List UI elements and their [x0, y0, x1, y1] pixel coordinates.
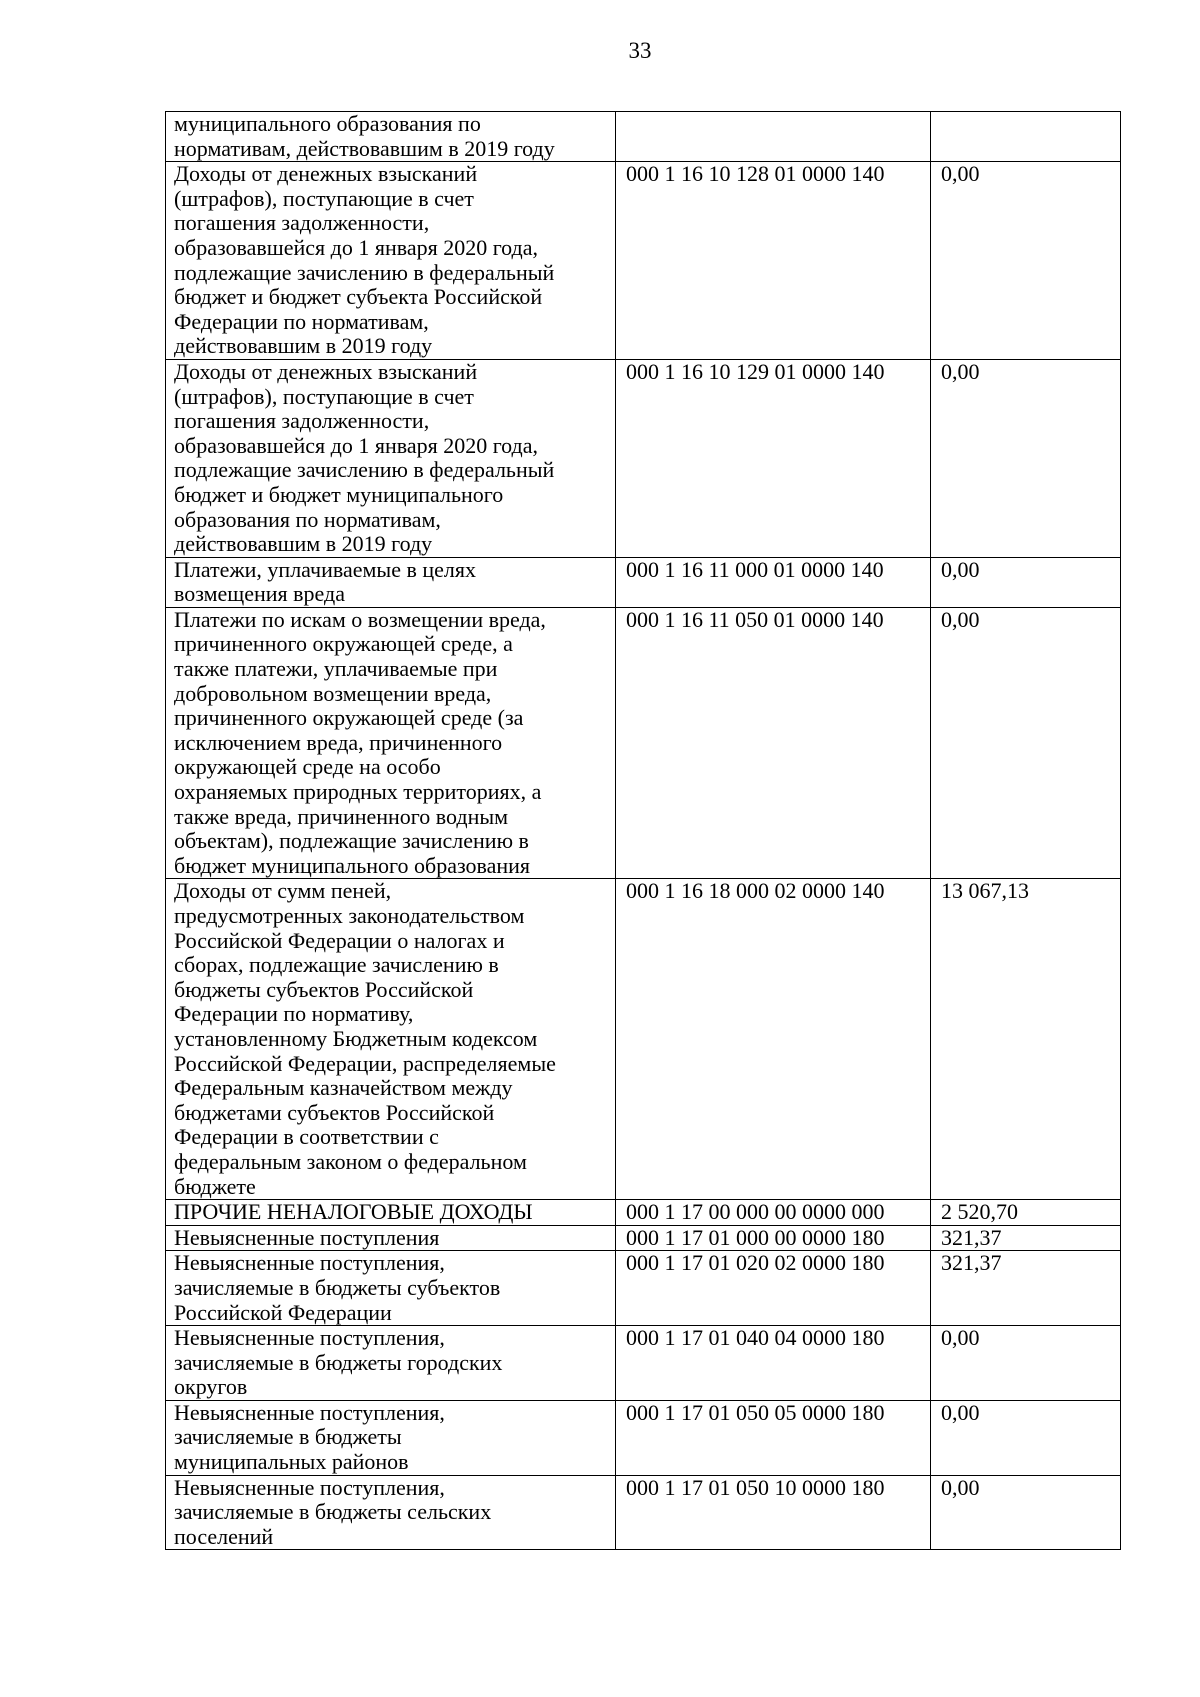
- row-code: 000 1 16 18 000 02 0000 140: [616, 879, 931, 1200]
- table-row: [166, 607, 1121, 879]
- table-row: [166, 1200, 1121, 1226]
- table-row: [166, 112, 1121, 162]
- row-amount: 0,00: [931, 607, 1121, 879]
- row-code: 000 1 16 11 050 01 0000 140: [616, 607, 931, 879]
- row-code: 000 1 16 10 129 01 0000 140: [616, 359, 931, 557]
- row-amount: 13 067,13: [931, 879, 1121, 1200]
- table-row: [166, 1326, 1121, 1401]
- table-row: [166, 1475, 1121, 1550]
- row-amount: 0,00: [931, 1400, 1121, 1475]
- row-name: Доходы от сумм пеней, предусмотренных законодательством Российской Федерации о налогах и сборах, подлежащие зачислению в бюджеты субъектов Российской Федерации по нормативу, установленному Бюджетным кодексом Российской Федерации, распределяемые Федеральным казначейством между бюджетами субъектов Российской Федерации в соответствии с федеральным законом о федеральном бюджете: [166, 879, 616, 1200]
- row-name: ПРОЧИЕ НЕНАЛОГОВЫЕ ДОХОДЫ: [166, 1200, 616, 1226]
- row-code: 000 1 17 01 000 00 0000 180: [616, 1225, 931, 1251]
- table-row: [166, 1400, 1121, 1475]
- table-row: [166, 359, 1121, 557]
- table-row: [166, 1251, 1121, 1326]
- row-name: Доходы от денежных взысканий (штрафов), поступающие в счет погашения задолженности, образовавшейся до 1 января 2020 года, подлежащие зачислению в федеральный бюджет и бюджет муниципального образования по нормативам, действовавшим в 2019 году: [166, 359, 616, 557]
- row-name: Невыясненные поступления: [166, 1225, 616, 1251]
- row-name: Невыясненные поступления, зачисляемые в бюджеты городских округов: [166, 1326, 616, 1401]
- row-name: Доходы от денежных взысканий (штрафов), поступающие в счет погашения задолженности, образовавшейся до 1 января 2020 года, подлежащие зачислению в федеральный бюджет и бюджет субъекта Российской Федерации по нормативам, действовавшим в 2019 году: [166, 162, 616, 360]
- row-amount: 0,00: [931, 359, 1121, 557]
- row-name: Невыясненные поступления, зачисляемые в бюджеты муниципальных районов: [166, 1400, 616, 1475]
- row-amount: 0,00: [931, 162, 1121, 360]
- row-code: 000 1 17 01 050 05 0000 180: [616, 1400, 931, 1475]
- row-amount: [931, 112, 1121, 162]
- row-code: 000 1 16 10 128 01 0000 140: [616, 162, 931, 360]
- row-code: 000 1 16 11 000 01 0000 140: [616, 557, 931, 607]
- table-row: [166, 557, 1121, 607]
- row-amount: 0,00: [931, 557, 1121, 607]
- row-name: Платежи, уплачиваемые в целях возмещения вреда: [166, 557, 616, 607]
- row-name: Невыясненные поступления, зачисляемые в бюджеты сельских поселений: [166, 1475, 616, 1550]
- row-amount: 0,00: [931, 1475, 1121, 1550]
- row-code: 000 1 17 01 040 04 0000 180: [616, 1326, 931, 1401]
- row-amount: 0,00: [931, 1326, 1121, 1401]
- row-amount: 2 520,70: [931, 1200, 1121, 1226]
- revenue-table-body: [166, 112, 1121, 1550]
- revenue-table: [165, 111, 1121, 1550]
- row-name: муниципального образования по нормативам, действовавшим в 2019 году: [166, 112, 616, 162]
- row-name: Платежи по искам о возмещении вреда, причиненного окружающей среде, а также платежи, уплачиваемые при добровольном возмещении вреда, причиненного окружающей среде (за исключением вреда, причиненного окружающей среде на особо охраняемых природных территориях, а также вреда, причиненного водным объектам), подлежащие зачислению в бюджет муниципального образования: [166, 607, 616, 879]
- row-code: 000 1 17 01 050 10 0000 180: [616, 1475, 931, 1550]
- row-code: 000 1 17 00 000 00 0000 000: [616, 1200, 931, 1226]
- row-code: 000 1 17 01 020 02 0000 180: [616, 1251, 931, 1326]
- table-row: [166, 162, 1121, 360]
- row-amount: 321,37: [931, 1251, 1121, 1326]
- table-row: [166, 879, 1121, 1200]
- row-amount: 321,37: [931, 1225, 1121, 1251]
- row-code: [616, 112, 931, 162]
- page-number: 33: [628, 38, 652, 63]
- row-name: Невыясненные поступления, зачисляемые в бюджеты субъектов Российской Федерации: [166, 1251, 616, 1326]
- table-row: [166, 1225, 1121, 1251]
